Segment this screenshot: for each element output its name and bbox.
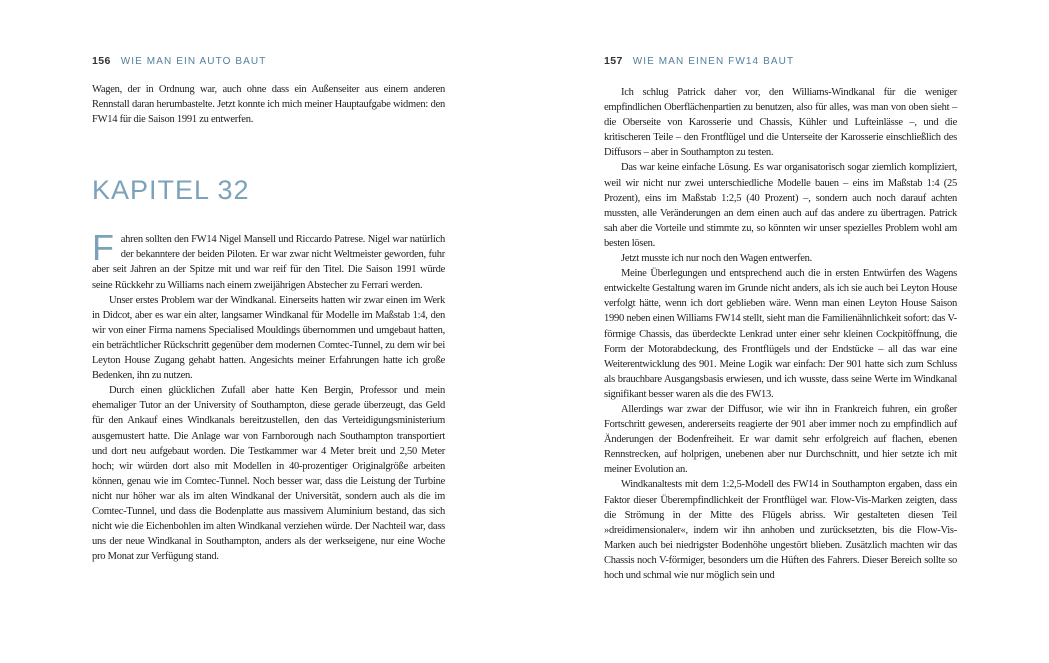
body-paragraph: Windkanaltests mit dem 1:2,5-Modell des FW14 in Southampton ergaben, dass ein Faktor dieser Überempfindlichkeit der Frontflügel war. Flow-Vis-Marken zeigten, dass die Strömung in der Mitte des Flügels abriss. Wir gestalteten diesen Teil »dreidimensionaler«, indem wir ihn anhoben und zurücksetzten, bis die Flow-Vis-Marken auch bei niedrigster Bodenhöhe ungestört blieben. Zusätzlich machten wir das Chassis noch V-förmiger, besonders um die Hüften des Fahrers. Dieser Bereich sollte so hoch und schmal wie nur möglich sein und <box>604 479 957 581</box>
body-paragraph: Das war keine einfache Lösung. Es war organisatorisch sogar ziemlich kompliziert, weil wir nicht nur zwei unterschiedliche Modelle bauen – eins im Maßstab 1:4 (25 Prozent), eins im Maßstab 1:2,5 (40 Prozent) –, sondern auch noch darauf achten mussten, alle Veränderungen an dem einen auch auf das andere zu übertragen. Patrick sah aber die Vorteile und stimmte zu, so könnten wir unser spezielles Problem wohl am besten lösen. <box>604 162 957 249</box>
body-text-right <box>604 85 957 583</box>
running-header-title: WIE MAN EINEN FW14 BAUT <box>632 56 795 67</box>
running-header-right <box>604 55 957 67</box>
chapter-heading: KAPITEL 32 <box>92 175 250 206</box>
page-number: 156 <box>92 55 111 67</box>
body-paragraph: Jetzt musste ich nur noch den Wagen entwerfen. <box>621 253 812 265</box>
running-header-title: WIE MAN EIN AUTO BAUT <box>120 56 267 67</box>
page-left <box>92 55 445 564</box>
body-paragraph: Durch einen glücklichen Zufall aber hatte Ken Bergin, Professor und mein ehemaliger Tutor an der University of Southampton, diese gerade überzeugt, das Geld für den Ankauf eines Windkanals bereitzustellen, den das Verteidigungsministerium ausgemustert hatte. Die Anlage war von Farnborough nach Southampton transportiert und dort neu aufgebaut worden. Die Testkammer war 4 Meter breit und 2,50 Meter hoch; wir würden dort also mit Modellen in 40-prozentiger Originalgröße arbeiten können, genau wie im Comtec-Tunnel. Noch besser war, dass die Leistung der Turbine nicht nur höher war als im alten Windkanal der Universität, sondern auch als die im Comtec-Tunnel, und dass die Bodenplatte aus massivem Aluminium bestand, das sich nicht wie die Eichenbohlen im alten Windkanal verziehen würde. Der Nachteil war, dass uns der neue Windkanal in Southampton, anders als der werkseigene, nur eine Woche pro Monat zur Verfügung stand. <box>92 385 445 563</box>
drop-cap: F <box>92 227 114 269</box>
body-paragraph: Ich schlug Patrick daher vor, den Williams-Windkanal für die weniger empfindlichen Oberflächenpartien zu benutzen, also für alles, was man von oben sieht – die Oberseite von Karosserie und Chassis, Kühler und Lufteinlässe –, und die kritischeren Teile – den Frontflügel und die Unterseite der Karosserie einschließlich des Diffusors – aber in Southampton zu testen. <box>604 87 957 159</box>
body-text-left <box>92 82 445 564</box>
body-paragraph: Allerdings war zwar der Diffusor, wie wir ihn in Frankreich fuhren, ein großer Fortschritt gewesen, andererseits reagierte der 901 aber immer noch zu empfindlich auf Änderungen der Bodenfreiheit. Er war damit sehr erfolgreich auf flachen, ebenen Rennstrecken, auf holprigen, unebenen aber nur Durchschnitt, und hier setzte ich mit meiner Evolution an. <box>604 403 957 476</box>
page-number: 157 <box>604 55 623 67</box>
body-paragraph: Unser erstes Problem war der Windkanal. Einerseits hatten wir zwar einen im Werk in Didcot, aber es war ein alter, langsamer Windkanal für Modelle im Maßstab 1:4, den wir von einer Firma namens Specialised Mouldings übernommen und umgebaut hatten, ein beträchtlicher Rückschritt gegenüber dem modernen Comtec-Tunnel, zu dem wir bei Leyton House Zugang gehabt hatten. Angesichts meiner Erfahrungen hatte ich große Bedenken, ihn zu nutzen. <box>92 294 445 382</box>
page-right <box>604 55 957 583</box>
opening-paragraph <box>92 227 445 292</box>
continuation-paragraph: Wagen, der in Ordnung war, auch ohne dass ein Außenseiter aus einem anderen Rennstall daran herumbastelte. Jetzt konnte ich mich meiner Hauptaufgabe widmen: den FW14 für die Saison 1991 zu entwerfen. <box>92 84 445 126</box>
running-header-left <box>92 55 445 67</box>
opening-paragraph-text: ahren sollten den FW14 Nigel Mansell und Riccardo Patrese. Nigel war natürlich der bekanntere der beiden Piloten. Er war zwar nicht Weltmeister geworden, fuhr aber seit Jahren an der Spitze mit und war reif für den Titel. Die Saison 1991 würde seine Rückkehr zu Williams nach einem zweijährigen Abstecher zu Ferrari werden. <box>92 234 445 291</box>
body-paragraph: Meine Überlegungen und entsprechend auch die in ersten Entwürfen des Wagens entwickelte Gestaltung waren im Grunde nicht anders, als ich sie auch bei Leyton House verfolgt hätte, wenn ich dort geblieben wäre. Wenn man einen Leyton House Saison 1990 neben einen Williams FW14 stellt, sieht man die Familienähnlichkeit sofort: das V-förmige Chassis, das überdeckte Lenkrad unter einer sehr kleinen Cockpitöffnung, die Form der Motorabdeckung, des Frontflügels und der Endstücke – all das war eine Weiterentwicklung des 901. Meine Logik war einfach: Der 901 hatte sich zum Schluss als brauchbare Ausgangsbasis erwiesen, und ich wusste, dass seine Werte im Windkanal signifikant besser waren als die des FW13. <box>604 268 957 400</box>
